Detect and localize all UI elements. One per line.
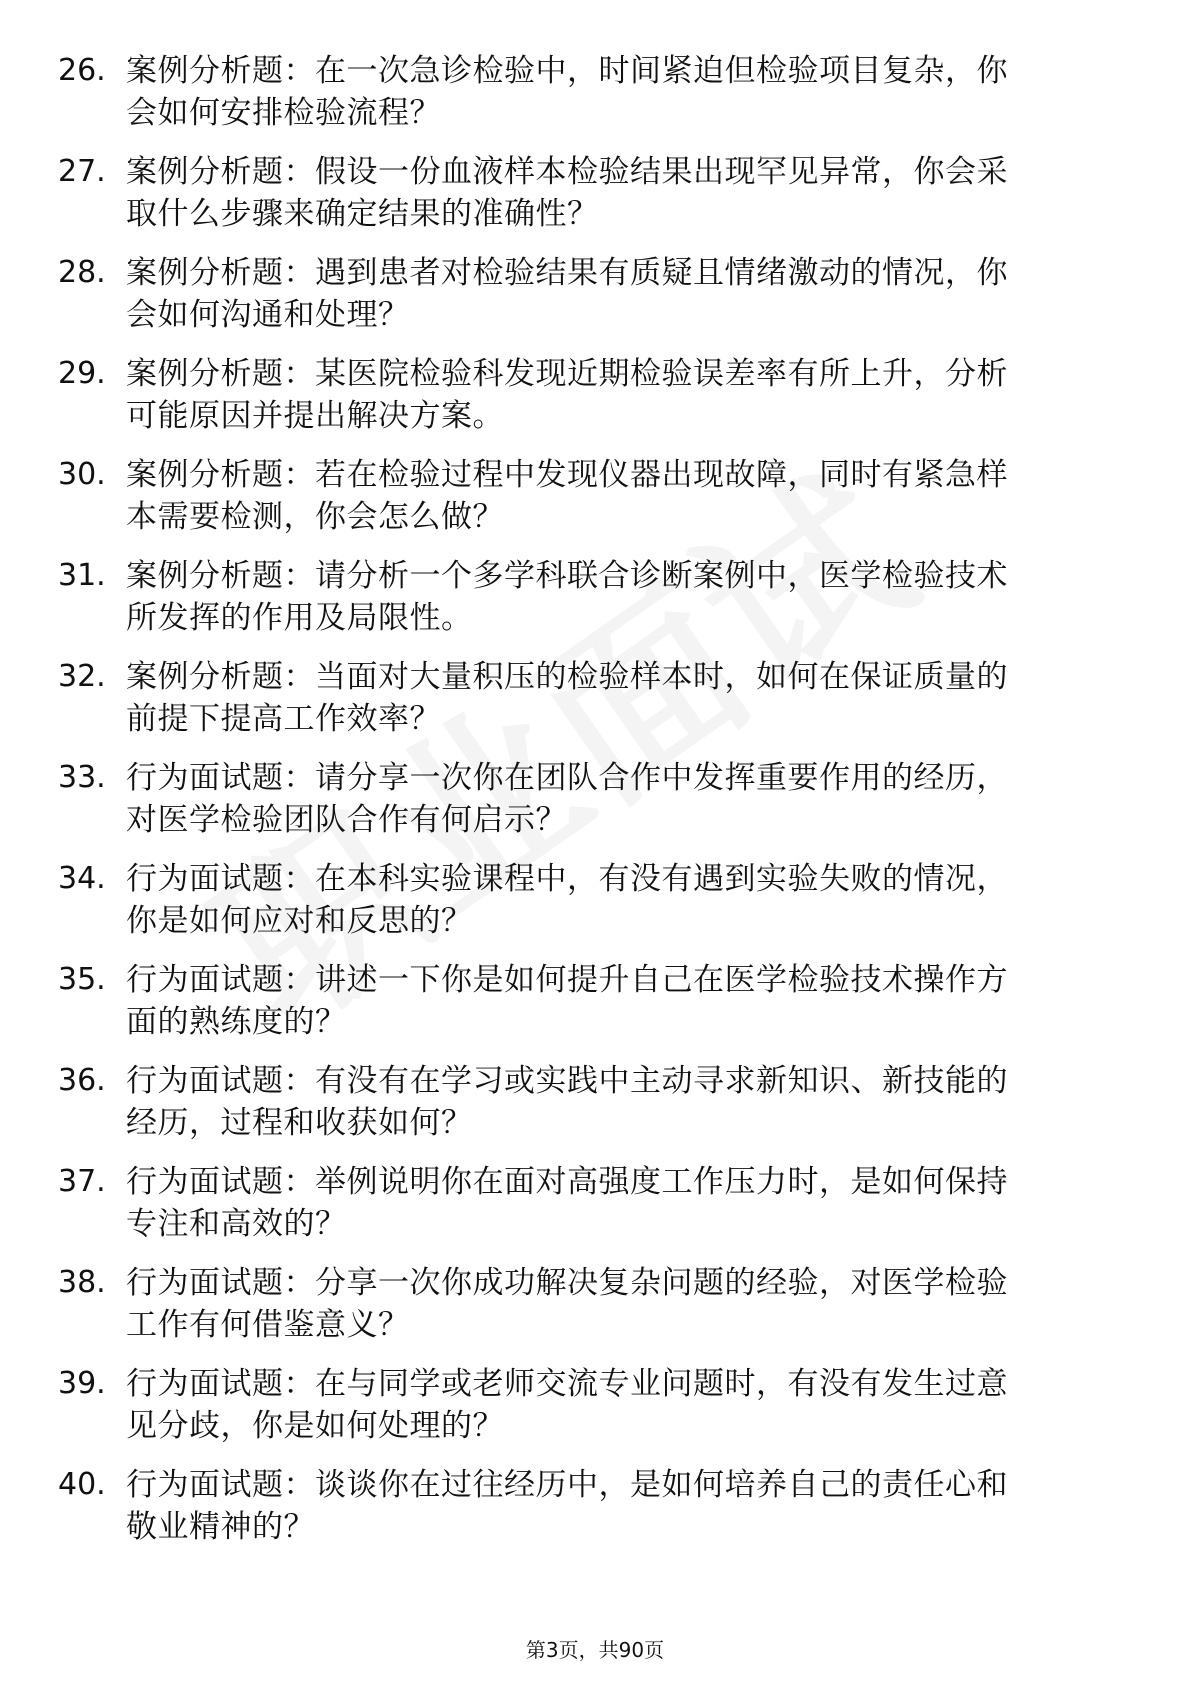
question-line: 行为面试题：谈谈你在过往经历中，是如何培养自己的责任心和 [126, 1467, 1008, 1503]
question-line: 会如何安排检验流程？ [126, 95, 441, 131]
question-number: 40. [58, 1467, 106, 1502]
question-line: 见分歧，你是如何处理的？ [126, 1408, 504, 1444]
question-number: 35. [58, 962, 106, 997]
question-number: 37. [58, 1164, 106, 1199]
question-text [126, 252, 1111, 336]
list-item [0, 151, 1190, 252]
question-line: 行为面试题：在本科实验课程中，有没有遇到实验失败的情况， [126, 861, 1008, 897]
question-line: 所发挥的作用及局限性。 [126, 600, 473, 636]
question-line: 专注和高效的？ [126, 1206, 347, 1242]
question-number: 33. [58, 760, 106, 795]
question-line: 行为面试题：举例说明你在面对高强度工作压力时，是如何保持 [126, 1164, 1008, 1200]
question-number: 32. [58, 659, 106, 694]
question-text [126, 858, 1111, 942]
question-line: 你是如何应对和反思的？ [126, 903, 473, 939]
question-line: 敬业精神的？ [126, 1509, 315, 1545]
question-list [0, 50, 1190, 1565]
question-number: 30. [58, 457, 106, 492]
list-item [0, 1464, 1190, 1565]
question-line: 案例分析题：当面对大量积压的检验样本时，如何在保证质量的 [126, 659, 1008, 695]
question-text [126, 959, 1111, 1043]
question-text [126, 1363, 1111, 1447]
list-item [0, 858, 1190, 959]
question-number: 29. [58, 356, 106, 391]
question-line: 经历，过程和收获如何？ [126, 1105, 473, 1141]
question-line: 工作有何借鉴意义？ [126, 1307, 410, 1343]
question-text [126, 50, 1111, 134]
question-line: 可能原因并提出解决方案。 [126, 398, 504, 434]
question-line: 行为面试题：讲述一下你是如何提升自己在医学检验技术操作方 [126, 962, 1008, 998]
question-text [126, 1464, 1111, 1548]
question-text [126, 1060, 1111, 1144]
question-line: 行为面试题：请分享一次你在团队合作中发挥重要作用的经历， [126, 760, 1008, 796]
question-text [126, 656, 1111, 740]
question-line: 会如何沟通和处理？ [126, 297, 410, 333]
list-item [0, 353, 1190, 454]
question-text [126, 757, 1111, 841]
question-text [126, 1161, 1111, 1245]
question-line: 案例分析题：若在检验过程中发现仪器出现故障，同时有紧急样 [126, 457, 1008, 493]
list-item [0, 555, 1190, 656]
question-line: 行为面试题：分享一次你成功解决复杂问题的经验，对医学检验 [126, 1265, 1008, 1301]
question-number: 31. [58, 558, 106, 593]
question-number: 27. [58, 154, 106, 189]
question-text [126, 353, 1111, 437]
question-number: 28. [58, 255, 106, 290]
question-number: 26. [58, 53, 106, 88]
list-item [0, 1161, 1190, 1262]
question-number: 39. [58, 1366, 106, 1401]
question-line: 案例分析题：假设一份血液样本检验结果出现罕见异常，你会采 [126, 154, 1008, 190]
question-line: 对医学检验团队合作有何启示？ [126, 802, 567, 838]
question-text [126, 555, 1111, 639]
question-line: 面的熟练度的？ [126, 1004, 347, 1040]
list-item [0, 1262, 1190, 1363]
list-item [0, 959, 1190, 1060]
question-text [126, 1262, 1111, 1346]
question-text [126, 151, 1111, 235]
question-line: 取什么步骤来确定结果的准确性？ [126, 196, 599, 232]
question-line: 案例分析题：某医院检验科发现近期检验误差率有所上升，分析 [126, 356, 1008, 392]
question-line: 案例分析题：在一次急诊检验中，时间紧迫但检验项目复杂，你 [126, 53, 1008, 89]
list-item [0, 50, 1190, 151]
list-item [0, 252, 1190, 353]
question-number: 34. [58, 861, 106, 896]
question-number: 38. [58, 1265, 106, 1300]
list-item [0, 1363, 1190, 1464]
question-line: 行为面试题：在与同学或老师交流专业问题时，有没有发生过意 [126, 1366, 1008, 1402]
question-line: 案例分析题：遇到患者对检验结果有质疑且情绪激动的情况，你 [126, 255, 1008, 291]
question-line: 行为面试题：有没有在学习或实践中主动寻求新知识、新技能的 [126, 1063, 1008, 1099]
list-item [0, 1060, 1190, 1161]
question-line: 案例分析题：请分析一个多学科联合诊断案例中，医学检验技术 [126, 558, 1008, 594]
question-text [126, 454, 1111, 538]
question-line: 本需要检测，你会怎么做？ [126, 499, 504, 535]
question-number: 36. [58, 1063, 106, 1098]
question-line: 前提下提高工作效率？ [126, 701, 441, 737]
list-item [0, 656, 1190, 757]
list-item [0, 454, 1190, 555]
page-footer: 第3页，共90页 [525, 1638, 665, 1662]
list-item [0, 757, 1190, 858]
